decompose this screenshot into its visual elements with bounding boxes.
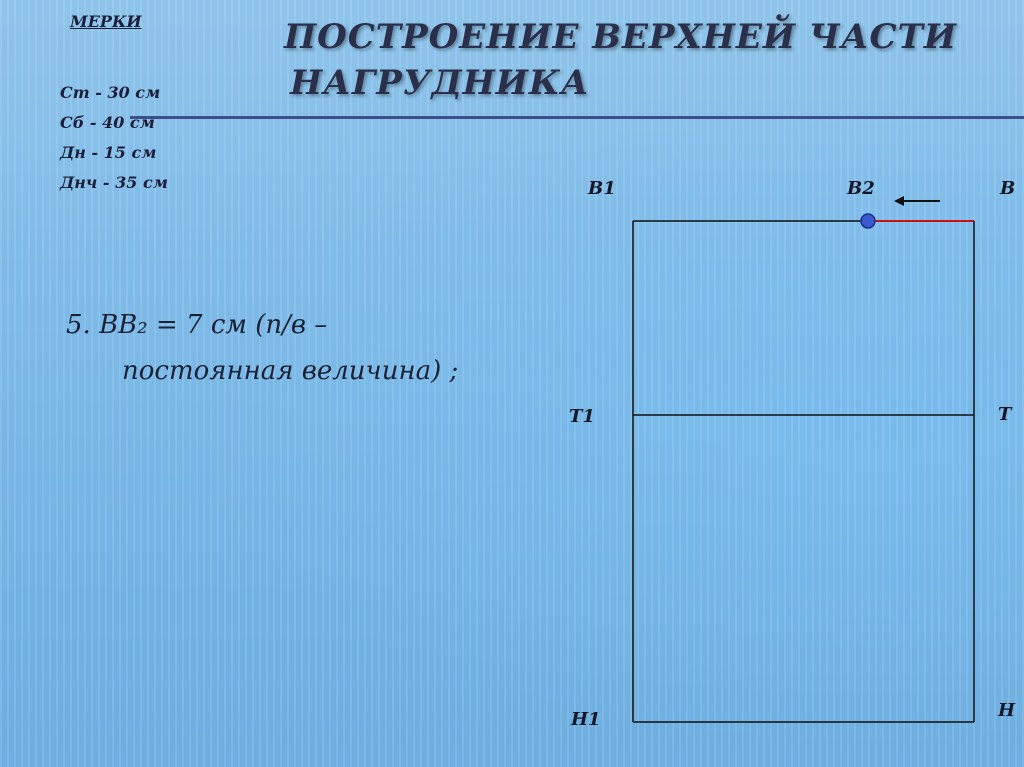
measurement-item-st: Ст - 30 см	[60, 83, 161, 102]
label-t: Т	[998, 404, 1012, 425]
measurements-heading: МЕРКИ	[70, 12, 142, 31]
slide-title-line-1: ПОСТРОЕНИЕ ВЕРХНЕЙ ЧАСТИ	[284, 17, 958, 57]
label-n1: Н1	[571, 709, 601, 730]
arrow-head-icon	[894, 196, 904, 206]
label-b2: В2	[847, 178, 875, 199]
label-b: В	[1000, 178, 1016, 199]
point-b2-marker	[861, 214, 875, 228]
measurement-item-dnch: Днч - 35 см	[60, 173, 168, 192]
slide-title-line-2: НАГРУДНИКА	[290, 63, 590, 103]
label-b1: В1	[588, 178, 616, 199]
measurement-item-dn: Дн - 15 см	[60, 143, 157, 162]
step-description-line-2: постоянная величина) ;	[122, 356, 459, 386]
label-t1: Т1	[569, 406, 595, 427]
label-n: Н	[998, 700, 1016, 721]
measurement-item-sb: Сб - 40 см	[60, 113, 155, 132]
step-description-line-1: 5. ВВ₂ = 7 см (п/в –	[66, 310, 328, 340]
